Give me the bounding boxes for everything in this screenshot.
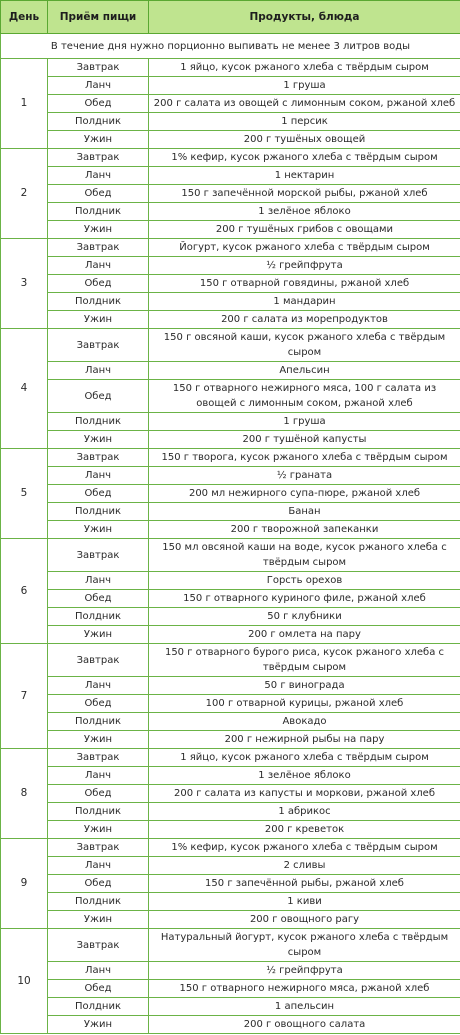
meal-foods: 200 мл нежирного супа-пюре, ржаной хлеб: [149, 485, 460, 503]
table-row: [1, 962, 460, 980]
meal-name: Обед: [48, 485, 149, 503]
meal-foods: 1 зелёное яблоко: [149, 767, 460, 785]
meal-name: Ужин: [48, 626, 149, 644]
table-row: [1, 998, 460, 1016]
meal-foods: 150 г отварного куриного филе, ржаной хлеб: [149, 590, 460, 608]
table-row: [1, 221, 460, 239]
table-row: [1, 203, 460, 221]
day-number: 9: [1, 839, 48, 929]
meal-name: Обед: [48, 380, 149, 413]
meal-name: Ланч: [48, 857, 149, 875]
meal-name: Полдник: [48, 293, 149, 311]
meal-foods: ½ грейпфрута: [149, 257, 460, 275]
day-number: 5: [1, 449, 48, 539]
meal-name: Завтрак: [48, 449, 149, 467]
table-row: [1, 821, 460, 839]
table-row: [1, 311, 460, 329]
meal-name: Завтрак: [48, 644, 149, 677]
meal-foods: 200 г креветок: [149, 821, 460, 839]
meal-name: Ланч: [48, 167, 149, 185]
table-row: [1, 413, 460, 431]
meal-name: Обед: [48, 875, 149, 893]
meal-foods: 200 г овощного салата: [149, 1016, 460, 1034]
table-row: [1, 875, 460, 893]
meal-name: Завтрак: [48, 149, 149, 167]
meal-foods: 2 сливы: [149, 857, 460, 875]
table-row: [1, 113, 460, 131]
meal-name: Обед: [48, 185, 149, 203]
header-food: Продукты, блюда: [149, 1, 460, 34]
meal-foods: 150 г отварного бурого риса, кусок ржаного хлеба с твёрдым сыром: [149, 644, 460, 677]
table-row: [1, 380, 460, 413]
table-row: [1, 329, 460, 362]
meal-name: Ужин: [48, 311, 149, 329]
meal-name: Ланч: [48, 767, 149, 785]
table-row: [1, 572, 460, 590]
table-row: [1, 980, 460, 998]
meal-foods: 1% кефир, кусок ржаного хлеба с твёрдым сыром: [149, 149, 460, 167]
meal-name: Ужин: [48, 431, 149, 449]
day-number: 1: [1, 59, 48, 149]
meal-foods: 150 г запечённой рыбы, ржаной хлеб: [149, 875, 460, 893]
meal-foods: Апельсин: [149, 362, 460, 380]
table-row: [1, 839, 460, 857]
meal-name: Ужин: [48, 521, 149, 539]
table-row: [1, 149, 460, 167]
meal-foods: 150 г запечённой морской рыбы, ржаной хлеб: [149, 185, 460, 203]
meal-name: Ужин: [48, 1016, 149, 1034]
header-row: [1, 1, 460, 34]
meal-foods: 1 зелёное яблоко: [149, 203, 460, 221]
meal-foods: 200 г салата из овощей с лимонным соком, ржаной хлеб: [149, 95, 460, 113]
day-number: 6: [1, 539, 48, 644]
meal-name: Обед: [48, 590, 149, 608]
meal-foods: 150 г отварного нежирного мяса, ржаной хлеб: [149, 980, 460, 998]
meal-name: Завтрак: [48, 329, 149, 362]
meal-name: Обед: [48, 785, 149, 803]
table-row: [1, 749, 460, 767]
table-row: [1, 590, 460, 608]
meal-foods: 150 г овсяной каши, кусок ржаного хлеба с твёрдым сыром: [149, 329, 460, 362]
meal-foods: 50 г клубники: [149, 608, 460, 626]
meal-name: Ужин: [48, 221, 149, 239]
meal-name: Ланч: [48, 77, 149, 95]
meal-foods: 1 апельсин: [149, 998, 460, 1016]
meal-foods: Авокадо: [149, 713, 460, 731]
meal-foods: ½ грейпфрута: [149, 962, 460, 980]
meal-foods: ½ граната: [149, 467, 460, 485]
meal-foods: 1 яйцо, кусок ржаного хлеба с твёрдым сыром: [149, 59, 460, 77]
meal-foods: 200 г салата из морепродуктов: [149, 311, 460, 329]
meal-name: Завтрак: [48, 59, 149, 77]
table-row: [1, 185, 460, 203]
table-row: [1, 275, 460, 293]
day-number: 2: [1, 149, 48, 239]
meal-foods: 1 мандарин: [149, 293, 460, 311]
meal-foods: 150 мл овсяной каши на воде, кусок ржаного хлеба с твёрдым сыром: [149, 539, 460, 572]
day-number: 8: [1, 749, 48, 839]
table-row: [1, 911, 460, 929]
meal-name: Полдник: [48, 413, 149, 431]
meal-name: Полдник: [48, 203, 149, 221]
meal-name: Ланч: [48, 467, 149, 485]
table-row: [1, 644, 460, 677]
meal-foods: 200 г омлета на пару: [149, 626, 460, 644]
meal-name: Полдник: [48, 713, 149, 731]
meal-foods: 150 г творога, кусок ржаного хлеба с твёрдым сыром: [149, 449, 460, 467]
meal-foods: Йогурт, кусок ржаного хлеба с твёрдым сыром: [149, 239, 460, 257]
meal-name: Ланч: [48, 572, 149, 590]
meal-foods: 1 персик: [149, 113, 460, 131]
table-row: [1, 695, 460, 713]
meal-foods: 1 груша: [149, 413, 460, 431]
table-row: [1, 257, 460, 275]
table-row: [1, 167, 460, 185]
day-number: 7: [1, 644, 48, 749]
table-row: [1, 467, 460, 485]
table-row: [1, 539, 460, 572]
day-number: 3: [1, 239, 48, 329]
table-row: [1, 626, 460, 644]
table-row: [1, 929, 460, 962]
meal-foods: 100 г отварной курицы, ржаной хлеб: [149, 695, 460, 713]
meal-name: Обед: [48, 95, 149, 113]
table-row: [1, 785, 460, 803]
meal-foods: 200 г салата из капусты и моркови, ржаной хлеб: [149, 785, 460, 803]
meal-name: Ланч: [48, 257, 149, 275]
meal-name: Завтрак: [48, 929, 149, 962]
table-row: [1, 431, 460, 449]
header-day: День: [1, 1, 48, 34]
meal-foods: 1% кефир, кусок ржаного хлеба с твёрдым сыром: [149, 839, 460, 857]
table-row: [1, 731, 460, 749]
table-row: [1, 1016, 460, 1034]
meal-name: Полдник: [48, 608, 149, 626]
table-row: [1, 362, 460, 380]
table-row: [1, 449, 460, 467]
meal-foods: 150 г отварной говядины, ржаной хлеб: [149, 275, 460, 293]
meal-foods: Горсть орехов: [149, 572, 460, 590]
meal-foods: 1 абрикос: [149, 803, 460, 821]
meal-foods: 200 г тушёных грибов с овощами: [149, 221, 460, 239]
table-row: [1, 857, 460, 875]
meal-foods: 200 г тушёной капусты: [149, 431, 460, 449]
meal-name: Полдник: [48, 503, 149, 521]
meal-name: Ужин: [48, 131, 149, 149]
meal-name: Ланч: [48, 677, 149, 695]
meal-name: Завтрак: [48, 539, 149, 572]
meal-name: Завтрак: [48, 839, 149, 857]
meal-name: Обед: [48, 980, 149, 998]
meal-foods: 200 г нежирной рыбы на пару: [149, 731, 460, 749]
meal-foods: 200 г творожной запеканки: [149, 521, 460, 539]
table-row: [1, 293, 460, 311]
meal-name: Полдник: [48, 803, 149, 821]
meal-foods: Натуральный йогурт, кусок ржаного хлеба с твёрдым сыром: [149, 929, 460, 962]
table-row: [1, 239, 460, 257]
table-row: [1, 677, 460, 695]
meal-name: Полдник: [48, 998, 149, 1016]
water-note-row: [1, 34, 460, 59]
water-note: В течение дня нужно порционно выпивать не менее 3 литров воды: [1, 34, 460, 59]
meal-name: Ужин: [48, 821, 149, 839]
day-number: 10: [1, 929, 48, 1034]
meal-name: Завтрак: [48, 239, 149, 257]
meal-foods: 200 г овощного рагу: [149, 911, 460, 929]
table-row: [1, 95, 460, 113]
day-number: 4: [1, 329, 48, 449]
meal-foods: 1 киви: [149, 893, 460, 911]
meal-name: Завтрак: [48, 749, 149, 767]
meal-name: Ланч: [48, 362, 149, 380]
table-row: [1, 767, 460, 785]
table-row: [1, 521, 460, 539]
meal-foods: 150 г отварного нежирного мяса, 100 г салата из овощей с лимонным соком, ржаной хлеб: [149, 380, 460, 413]
table-row: [1, 608, 460, 626]
table-row: [1, 713, 460, 731]
meal-foods: 1 нектарин: [149, 167, 460, 185]
meal-name: Полдник: [48, 893, 149, 911]
meal-name: Полдник: [48, 113, 149, 131]
table-row: [1, 77, 460, 95]
table-row: [1, 503, 460, 521]
meal-foods: 50 г винограда: [149, 677, 460, 695]
meal-foods: 200 г тушёных овощей: [149, 131, 460, 149]
header-meal: Приём пищи: [48, 1, 149, 34]
meal-foods: Банан: [149, 503, 460, 521]
table-row: [1, 893, 460, 911]
meal-foods: 1 яйцо, кусок ржаного хлеба с твёрдым сыром: [149, 749, 460, 767]
meal-foods: 1 груша: [149, 77, 460, 95]
table-row: [1, 803, 460, 821]
table-row: [1, 131, 460, 149]
table-row: [1, 59, 460, 77]
meal-name: Обед: [48, 695, 149, 713]
meal-name: Ланч: [48, 962, 149, 980]
meal-name: Ужин: [48, 731, 149, 749]
table-row: [1, 485, 460, 503]
meal-name: Обед: [48, 275, 149, 293]
meal-name: Ужин: [48, 911, 149, 929]
